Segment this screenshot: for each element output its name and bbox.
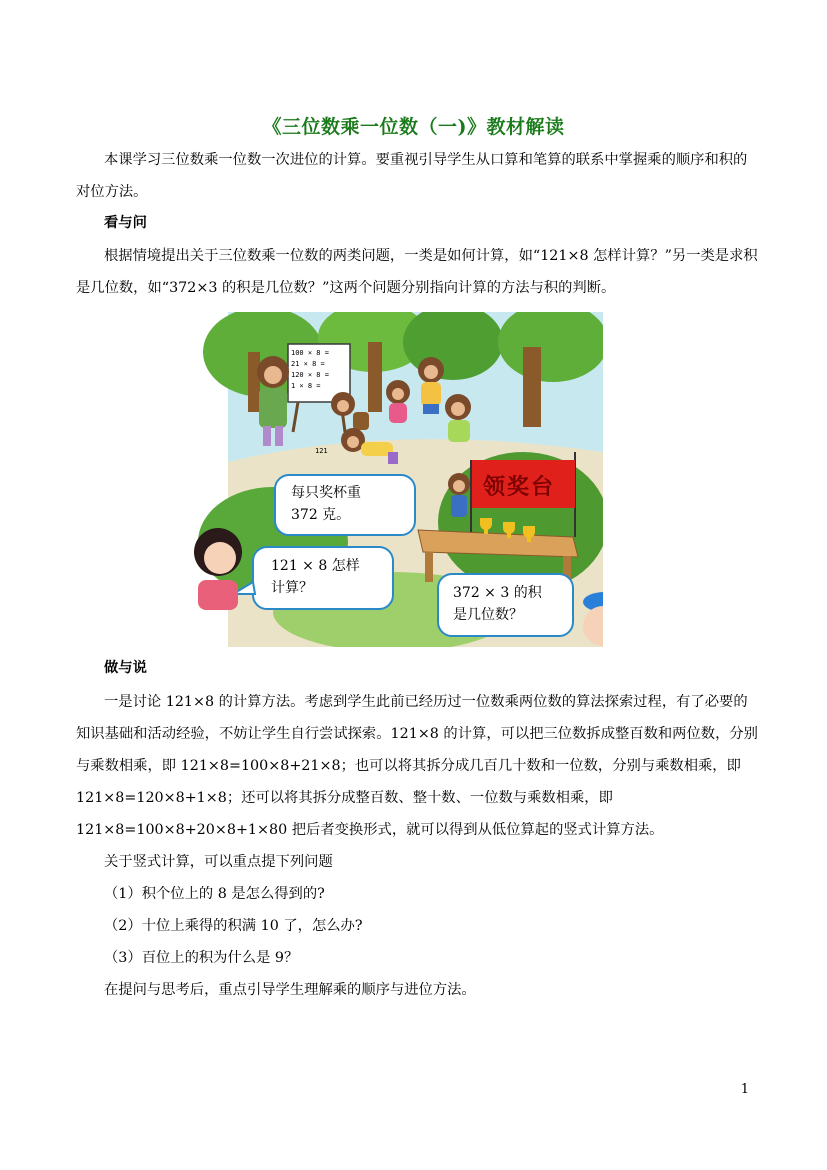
section-heading-do-say: 做与说: [104, 660, 147, 676]
intro-paragraph: 本课学习三位数乘一位数一次进位的计算。要重视引导学生从口算和笔算的联系中掌握乘的顺序和积的对位方法。: [76, 152, 748, 200]
vertical-calc-lead: 关于竖式计算，可以重点提下列问题: [104, 854, 333, 870]
look-ask-paragraph: 根据情境提出关于三位数乘一位数的两类问题，一类是如何计算，如“121×8 怎样计算？”另一类是求积是几位数，如“372×3 的积是几位数？”这两个问题分别指向计算的方法与积的判断。: [76, 248, 758, 296]
board-equations: [291, 348, 329, 392]
board-line: 21 × 8 =: [291, 360, 325, 368]
board-line: 1 × 8 =: [291, 382, 321, 390]
speech-bubble-trophy: 每只奖杯重 372 克。: [291, 485, 361, 523]
award-banner: 领奖台: [483, 474, 556, 500]
document-title: 《三位数乘一位数（一)》教材解读: [262, 116, 565, 138]
question-1: （1）积个位上的 8 是怎么得到的?: [104, 886, 325, 902]
question-3: （3）百位上的积为什么是 9？: [104, 950, 299, 966]
speech-bubble-boy: 372 × 3 的积 是几位数？: [453, 585, 542, 623]
ground-number: 121: [315, 447, 328, 455]
page-number: 1: [740, 1082, 749, 1097]
board-line: 100 × 8 =: [291, 349, 329, 357]
speech-bubble-girl: 121 × 8 怎样 计算？: [271, 558, 360, 596]
question-2: （2）十位上乘得的积满 10 了，怎么办?: [104, 918, 363, 934]
section-heading-look-ask: 看与问: [104, 215, 147, 231]
board-line: 120 × 8 =: [291, 371, 329, 379]
closing-paragraph: 在提问与思考后，重点引导学生理解乘的顺序与进位方法。: [104, 982, 476, 998]
do-say-paragraph: 一是讨论 121×8 的计算方法。考虑到学生此前已经历过一位数乘两位数的算法探索过程，有了必要的知识基础和活动经验，不妨让学生自行尝试探索。121×8 的计算，可以把三位数拆成整百数和两位数，分别与乘数相乘，即 121×8=100×8+21×8；也可以将其拆分成几百几十数和一位数，分别与乘数相乘，即 121×8=120×8+1×8；还可以将其拆分成整百数、整十数、一位数与乘数相乘，即 121×8=100×8+20×8+1×80 把后者变换形式，就可以得到从低位算起的竖式计算方法。: [76, 694, 758, 838]
scene-illustration: [193, 312, 603, 647]
